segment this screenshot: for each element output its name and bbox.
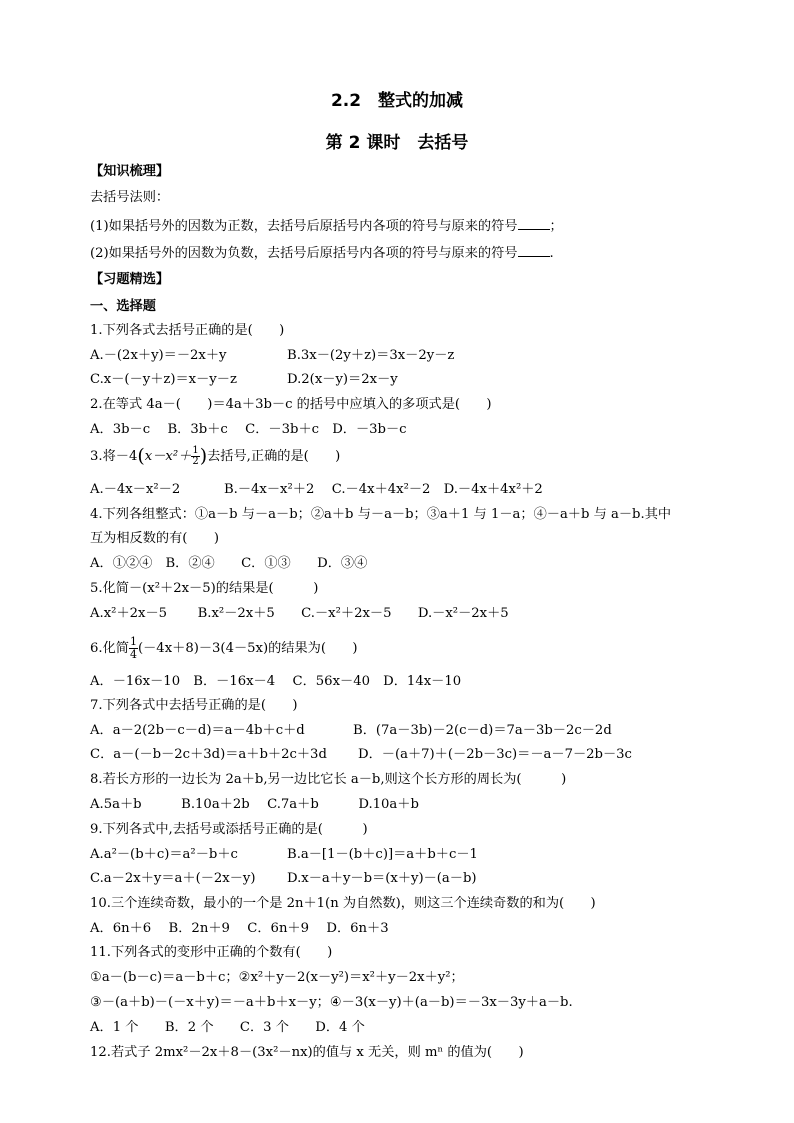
rule-2-blank[interactable]: [518, 244, 550, 257]
question-10: 10.三个连续奇数，最小的一个是 2n＋1(n 为自然数)，则这三个连续奇数的和为( ): [90, 896, 596, 911]
rule-2-text: (2)如果括号外的因数为负数，去括号后原括号内各项的符号与原来的符号: [90, 246, 518, 261]
question-11-line-2: ③－(a＋b)－(－x＋y)＝－a＋b＋x－y；④－3(x－y)＋(a－b)＝－3x－3y＋a－b.: [90, 995, 573, 1010]
question-7-option-b: B．(7a－3b)－2(c－d)＝7a－3b－2c－2d: [353, 723, 612, 738]
question-6-prefix: 6.化简: [90, 641, 129, 656]
question-9-option-a: A.a²－(b＋c)＝a²－b＋c: [90, 847, 238, 862]
question-5: 5.化简－(x²＋2x－5)的结果是( ): [90, 581, 319, 596]
question-5-options: A.x²＋2x－5 B.x²－2x＋5 C.－x²＋2x－5 D.－x²－2x＋5: [90, 606, 509, 621]
question-6-options: A．－16x－10 B．－16x－4 C．56x－40 D．14x－10: [90, 674, 462, 689]
question-6-suffix: (－4x＋8)－3(4－5x)的结果为( ): [137, 641, 358, 656]
fraction-denominator: 4: [129, 648, 137, 661]
question-11-options: A．1 个 B．2 个 C．3 个 D．4 个: [90, 1020, 365, 1035]
question-4-line-1: 4.下列各组整式：①a－b 与－a－b；②a＋b 与－a－b；③a＋1 与 1－a；④－a＋b 与 a－b.其中: [90, 507, 672, 522]
section-exercises-heading: 【习题精选】: [90, 272, 170, 287]
page-title: 2.2 整式的加减: [330, 91, 464, 111]
question-1: 1.下列各式去括号正确的是( ): [90, 323, 285, 338]
question-9-option-d: D.x－a＋y－b＝(x＋y)－(a－b): [287, 871, 477, 886]
rule-1-end: ；: [549, 219, 563, 234]
question-6: [90, 636, 358, 666]
question-3-prefix: 3.将－4: [90, 449, 138, 464]
question-3-expression: (x－x²＋ $\frac{1}{2}$ ): [137, 445, 208, 467]
question-1-option-c: C.x－(－y＋z)＝x－y－z: [90, 372, 237, 387]
question-7-option-c: C．a－(－b－2c＋3d)＝a＋b＋2c＋3d: [90, 747, 327, 762]
question-9: 9.下列各式中,去括号或添括号正确的是( ): [90, 822, 368, 837]
question-2: 2.在等式 4a－( )＝4a＋3b－c 的括号中应填入的多项式是( ): [90, 397, 492, 412]
question-3: [90, 446, 340, 472]
rule-intro: 去括号法则：: [90, 190, 170, 205]
question-11-line-1: ①a－(b－c)＝a－b＋c；②x²＋y－2(x－y²)＝x²＋y－2x＋y²；: [90, 970, 464, 985]
question-9-option-b: B.a－[1－(b＋c)]＝a＋b＋c－1: [287, 847, 478, 862]
question-4-options: A．①②④ B．②④ C．①③ D．③④: [90, 556, 368, 571]
question-11: 11.下列各式的变形中正确的个数有( ): [90, 945, 333, 960]
rule-2-end: .: [549, 246, 554, 261]
question-1-option-a: A.－(2x＋y)＝－2x＋y: [90, 348, 227, 363]
question-9-option-c: C.a－2x＋y＝a＋(－2x－y): [90, 871, 256, 886]
question-8: 8.若长方形的一边长为 2a＋b,另一边比它长 a－b,则这个长方形的周长为( ): [90, 772, 567, 787]
rule-1-blank[interactable]: [518, 217, 550, 230]
fraction-numerator: 1: [129, 635, 137, 648]
rule-1-text: (1)如果括号外的因数为正数，去括号后原括号内各项的符号与原来的符号: [90, 219, 518, 234]
part-1-heading: 一、选择题: [90, 299, 156, 314]
question-3-suffix: 去括号,正确的是( ): [207, 449, 341, 464]
section-knowledge-heading: 【知识梳理】: [90, 164, 170, 179]
question-7-option-a: A．a－2(2b－c－d)＝a－4b＋c＋d: [90, 723, 305, 738]
question-7: 7.下列各式中去括号正确的是( ): [90, 698, 298, 713]
question-1-option-d: D.2(x－y)＝2x－y: [287, 372, 398, 387]
rule-2: [90, 244, 554, 263]
question-10-options: A．6n＋6 B．2n＋9 C．6n＋9 D．6n＋3: [90, 921, 389, 936]
question-6-fraction: [129, 636, 138, 661]
question-7-option-d: D．－(a＋7)＋(－2b－3c)＝－a－7－2b－3c: [358, 747, 632, 762]
question-3-options: A.－4x－x²－2 B.－4x－x²＋2 C.－4x＋4x²－2 D.－4x＋4x²＋2: [90, 482, 543, 497]
question-12: 12.若式子 2mx²－2x＋8－(3x²－nx)的值与 x 无关，则 mⁿ 的值为( ): [90, 1045, 524, 1060]
question-8-options: A.5a＋b B.10a＋2b C.7a＋b D.10a＋b: [90, 797, 419, 812]
question-2-options: A．3b－c B．3b＋c C．－3b＋c D．－3b－c: [90, 422, 407, 437]
rule-1: [90, 217, 563, 236]
question-4-line-2: 互为相反数的有( ): [90, 531, 219, 546]
question-1-option-b: B.3x－(2y＋z)＝3x－2y－z: [287, 348, 455, 363]
page-subtitle: 第 2 课时 去括号: [325, 133, 469, 153]
